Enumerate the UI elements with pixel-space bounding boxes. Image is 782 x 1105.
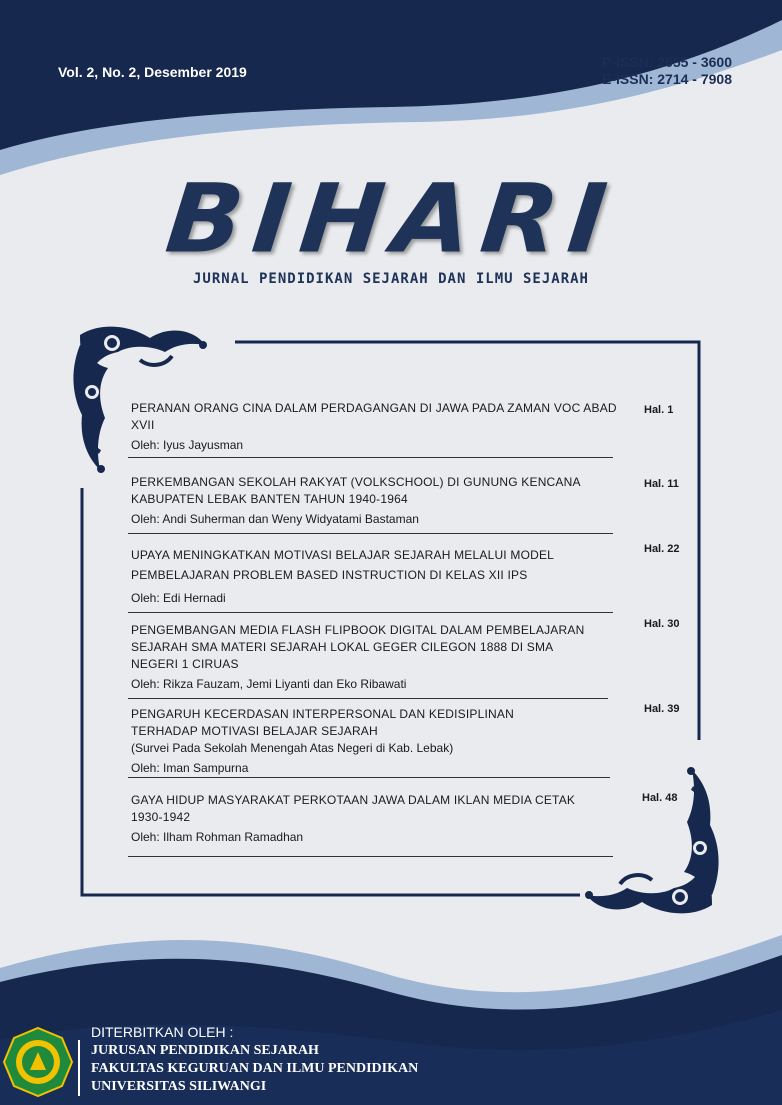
- article-title: PERANAN ORANG CINA DALAM PERDAGANGAN DI JAWA PADA ZAMAN VOC ABAD XVII: [131, 401, 617, 432]
- article-5: [131, 706, 551, 775]
- separator: [128, 856, 613, 857]
- p-issn: P-ISSN: 2655 - 3600: [602, 54, 732, 70]
- article-author: Oleh: Iman Sampurna: [131, 761, 249, 775]
- ornament-bottom-right: [585, 767, 719, 913]
- volume-info: Vol. 2, No. 2, Desember 2019: [58, 64, 247, 80]
- article-subtitle: (Survei Pada Sekolah Menengah Atas Negeri di Kab. Lebak): [131, 741, 454, 755]
- article-6: [131, 792, 601, 844]
- article-page: Hal. 22: [644, 543, 680, 555]
- article-title: PENGARUH KECERDASAN INTERPERSONAL DAN KEDISIPLINAN TERHADAP MOTIVASI BELAJAR SEJARAH: [131, 707, 514, 738]
- publisher-department: JURUSAN PENDIDIKAN SEJARAH: [91, 1043, 319, 1058]
- journal-title: BIHARI: [160, 162, 622, 275]
- article-page: Hal. 48: [642, 792, 678, 804]
- publisher-university: UNIVERSITAS SILIWANGI: [91, 1079, 267, 1094]
- article-author: Oleh: Rikza Fauzam, Jemi Liyanti dan Eko Ribawati: [131, 677, 407, 691]
- article-author: Oleh: Ilham Rohman Ramadhan: [131, 830, 304, 844]
- article-4: [131, 622, 601, 691]
- article-author: Oleh: Edi Hernadi: [131, 591, 226, 605]
- separator: [128, 457, 613, 458]
- article-page: Hal. 39: [644, 703, 680, 715]
- article-page: Hal. 11: [644, 478, 679, 490]
- article-title: GAYA HIDUP MASYARAKAT PERKOTAAN JAWA DALAM IKLAN MEDIA CETAK 1930-1942: [131, 793, 576, 824]
- publisher-divider: [78, 1040, 80, 1096]
- article-1: [131, 400, 621, 452]
- separator: [128, 698, 608, 699]
- article-title: PERKEMBANGAN SEKOLAH RAKYAT (VOLKSCHOOL) DI GUNUNG KENCANA KABUPATEN LEBAK BANTEN TAHUN 1940-1964: [131, 475, 581, 506]
- publisher-label: DITERBITKAN OLEH :: [91, 1024, 234, 1040]
- publisher-faculty: FAKULTAS KEGURUAN DAN ILMU PENDIDIKAN: [91, 1061, 419, 1076]
- separator: [128, 612, 613, 613]
- separator: [128, 533, 613, 534]
- article-page: Hal. 30: [644, 618, 680, 630]
- journal-subtitle: JURNAL PENDIDIKAN SEJARAH DAN ILMU SEJARAH: [192, 271, 589, 287]
- e-issn: E-ISSN: 2714 - 7908: [602, 71, 732, 87]
- article-page: Hal. 1: [644, 404, 674, 416]
- article-title: PENGEMBANGAN MEDIA FLASH FLIPBOOK DIGITAL DALAM PEMBELAJARAN SEJARAH SMA MATERI SEJARAH LOKAL GEGER CILEGON 1888 DI SMA NEGERI 1 CIRUAS: [131, 623, 585, 671]
- university-logo: [4, 1028, 72, 1096]
- article-title: UPAYA MENINGKATKAN MOTIVASI BELAJAR SEJARAH MELALUI MODEL PEMBELAJARAN PROBLEM BASED INSTRUCTION DI KELAS XII IPS: [131, 548, 554, 582]
- separator: [128, 777, 610, 778]
- article-author: Oleh: Andi Suherman dan Weny Widyatami Bastaman: [131, 512, 419, 526]
- article-2: [131, 474, 621, 526]
- article-3: [131, 545, 621, 605]
- article-author: Oleh: Iyus Jayusman: [131, 438, 244, 452]
